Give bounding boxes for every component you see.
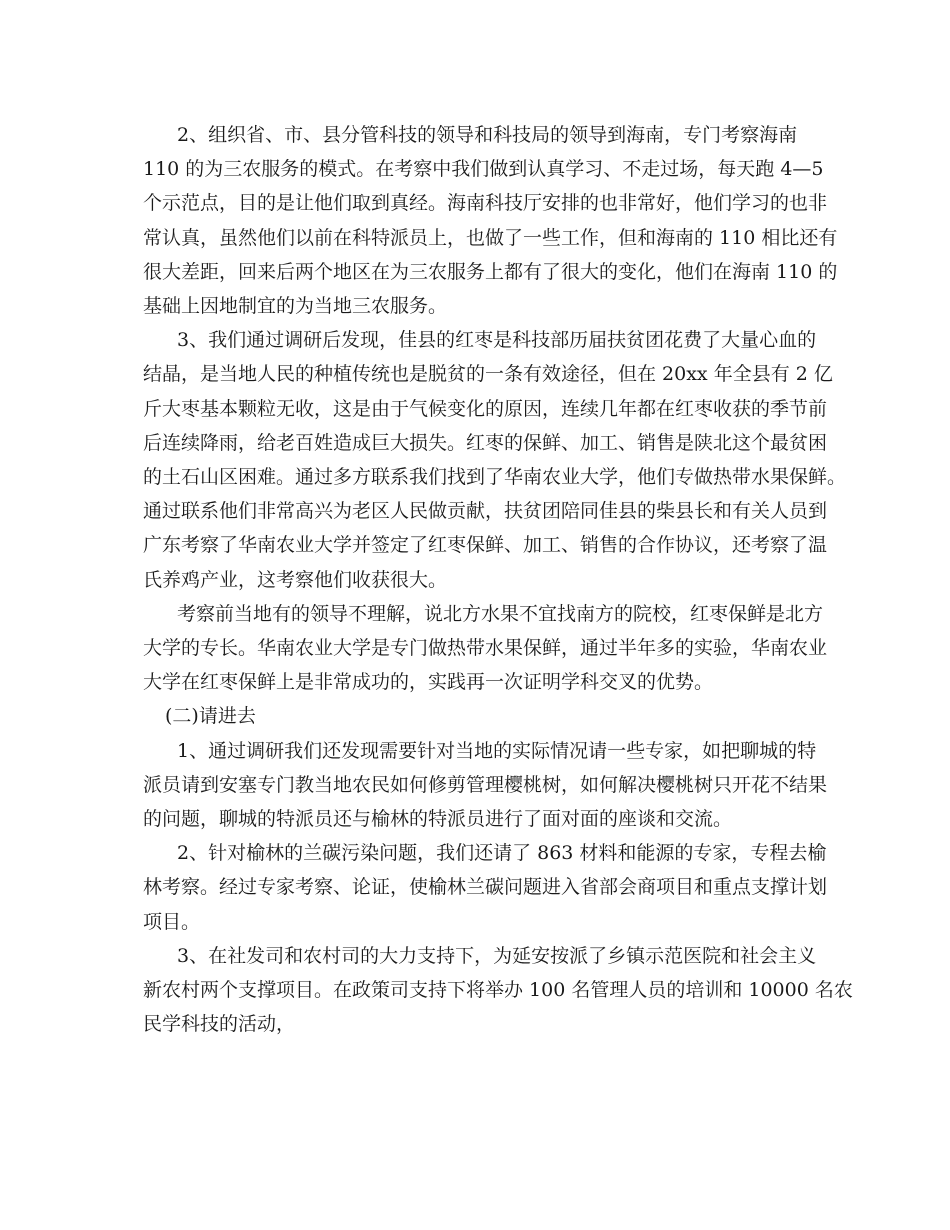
text-line: 个示范点，目的是让他们取到真经。海南科技厅安排的也非常好，他们学习的也非 — [143, 192, 828, 215]
text-line: 通过联系他们非常高兴为老区人民做贡献，扶贫团陪同佳县的柴县长和有关人员到 — [143, 500, 828, 523]
text-line: 的问题，聊城的特派员还与榆林的特派员进行了面对面的座谈和交流。 — [143, 808, 733, 831]
text-line: 派员请到安塞专门教当地农民如何修剪管理樱桃树，如何解决樱桃树只开花不结果 — [143, 773, 828, 796]
paragraph-support-projects — [143, 939, 853, 1042]
text-line: 大学的专长。华南农业大学是专门做热带水果保鲜，通过半年多的实验，华南农业 — [143, 637, 828, 660]
text-line: 基础上因地制宜的为当地三农服务。 — [143, 295, 448, 318]
text-line: 3、在社发司和农村司的大力支持下，为延安按派了乡镇示范医院和社会主义 — [177, 944, 817, 967]
paragraph-lancoke-pollution — [143, 836, 828, 939]
text-line: 民学科技的活动， — [143, 1013, 296, 1036]
text-line: 结晶，是当地人民的种植传统也是脱贫的一条有效途径，但在 20xx 年全县有 2 亿 — [143, 363, 833, 386]
text-line: 大学在红枣保鲜上是非常成功的，实践再一次证明学科交叉的优势。 — [143, 671, 714, 694]
text-line: 广东考察了华南农业大学并签定了红枣保鲜、加工、销售的合作协议，还考察了温 — [143, 534, 828, 557]
text-line: 氏养鸡产业，这考察他们收获很大。 — [143, 568, 448, 591]
section-heading: (二)请进去 — [165, 705, 256, 728]
text-line: 考察前当地有的领导不理解，说北方水果不宜找南方的院校，红枣保鲜是北方 — [177, 602, 824, 625]
text-line: 很大差距，回来后两个地区在为三农服务上都有了很大的变化，他们在海南 110 的 — [143, 260, 838, 283]
text-line: 3、我们通过调研后发现，佳县的红枣是科技部历届扶贫团花费了大量心血的 — [177, 329, 817, 352]
text-line: 后连续降雨，给老百姓造成巨大损失。红枣的保鲜、加工、销售是陕北这个最贫困 — [143, 431, 828, 454]
text-line: 110 的为三农服务的模式。在考察中我们做到认真学习、不走过场，每天跑 4—5 — [143, 158, 824, 181]
document-body — [143, 118, 853, 1041]
text-line: 新农村两个支撑项目。在政策司支持下将举办 100 名管理人员的培训和 10000 名农 — [143, 979, 853, 1002]
paragraph-cherry-experts — [143, 734, 828, 837]
text-line: 斤大枣基本颗粒无收，这是由于气候变化的原因，连续几年都在红枣收获的季节前 — [143, 397, 828, 420]
paragraph-preservation-advantage — [143, 597, 828, 700]
text-line: 的土石山区困难。通过多方联系我们找到了华南农业大学，他们专做热带水果保鲜。 — [143, 466, 847, 489]
section-heading-invite-in — [143, 699, 823, 733]
text-line: 常认真，虽然他们以前在科特派员上，也做了一些工作，但和海南的 110 相比还有 — [143, 226, 838, 249]
text-line: 2、针对榆林的兰碳污染问题，我们还请了 863 材料和能源的专家，专程去榆 — [177, 842, 827, 865]
paragraph-organize-visit-hainan — [143, 118, 838, 323]
text-line: 2、组织省、市、县分管科技的领导和科技局的领导到海南，专门考察海南 — [177, 124, 798, 146]
text-line: 1、通过调研我们还发现需要针对当地的实际情况请一些专家，如把聊城的特 — [177, 739, 817, 762]
text-line: 项目。 — [143, 910, 201, 933]
text-line: 林考察。经过专家考察、论证，使榆林兰碳问题进入省部会商项目和重点支撑计划 — [143, 876, 828, 899]
paragraph-jiaxian-red-dates — [143, 323, 847, 597]
